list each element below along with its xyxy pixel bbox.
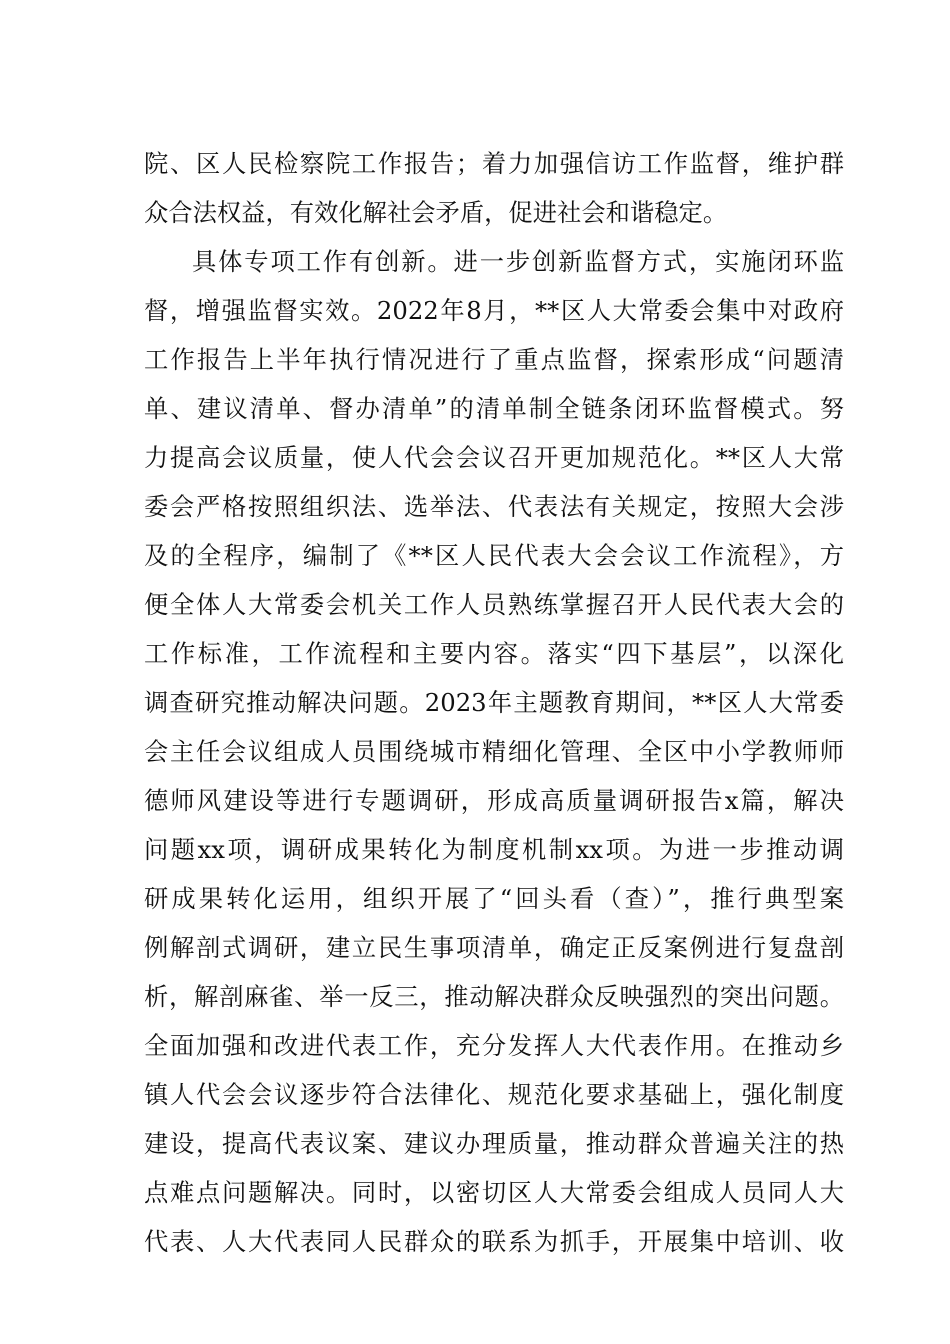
text-line: 委会严格按照组织法、选举法、代表法有关规定，按照大会涉 xyxy=(144,492,844,521)
text-line: 研成果转化运用，组织开展了“回头看（查）”，推行典型案 xyxy=(144,884,844,913)
text-line: 问题xx项，调研成果转化为制度机制xx项。为进一步推动调 xyxy=(144,835,844,864)
text-line: 督，增强监督实效。2022年8月，**区人大常委会集中对政府 xyxy=(144,296,844,325)
body-text xyxy=(144,139,844,1266)
paragraph-first-line: 具体专项工作有创新。进一步创新监督方式，实施闭环监 xyxy=(192,247,844,276)
text-line: 代表、人大代表同人民群众的联系为抓手，开展集中培训、收 xyxy=(144,1227,844,1256)
text-line: 力提高会议质量，使人代会会议召开更加规范化。**区人大常 xyxy=(144,443,844,472)
text-line: 点难点问题解决。同时，以密切区人大常委会组成人员同人大 xyxy=(144,1178,844,1207)
text-line: 建设，提高代表议案、建议办理质量，推动群众普遍关注的热 xyxy=(144,1129,844,1158)
text-line: 工作报告上半年执行情况进行了重点监督，探索形成“问题清 xyxy=(144,345,844,374)
text-line: 析，解剖麻雀、举一反三，推动解决群众反映强烈的突出问题。 xyxy=(144,982,844,1011)
text-line: 全面加强和改进代表工作，充分发挥人大代表作用。在推动乡 xyxy=(144,1031,844,1060)
text-line: 镇人代会会议逐步符合法律化、规范化要求基础上，强化制度 xyxy=(144,1080,844,1109)
text-line: 众合法权益，有效化解社会矛盾，促进社会和谐稳定。 xyxy=(144,198,728,227)
text-line: 单、建议清单、督办清单”的清单制全链条闭环监督模式。努 xyxy=(144,394,844,423)
text-line: 便全体人大常委会机关工作人员熟练掌握召开人民代表大会的 xyxy=(144,590,844,619)
text-line: 例解剖式调研，建立民生事项清单，确定正反案例进行复盘剖 xyxy=(144,933,844,962)
text-line: 会主任会议组成人员围绕城市精细化管理、全区中小学教师师 xyxy=(144,737,844,766)
text-line: 及的全程序，编制了《**区人民代表大会会议工作流程》，方 xyxy=(144,541,844,570)
text-line: 调查研究推动解决问题。2023年主题教育期间，**区人大常委 xyxy=(144,688,844,717)
text-line: 院、区人民检察院工作报告；着力加强信访工作监督，维护群 xyxy=(144,149,844,178)
text-line: 工作标准，工作流程和主要内容。落实“四下基层”，以深化 xyxy=(144,639,844,668)
text-line: 德师风建设等进行专题调研，形成高质量调研报告x篇，解决 xyxy=(144,786,844,815)
